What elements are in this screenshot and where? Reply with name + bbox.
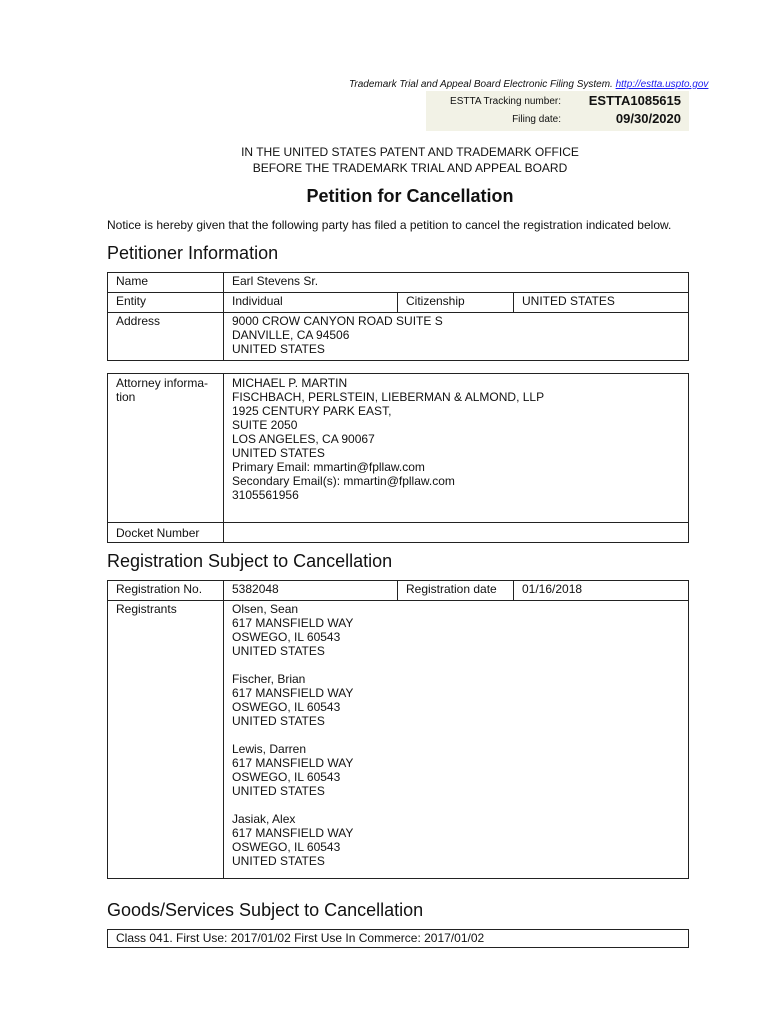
goods-heading: Goods/Services Subject to Cancellation (107, 900, 424, 920)
attorney-row (108, 374, 689, 523)
reg-date-label: Registration date (398, 581, 514, 601)
address-row (108, 313, 689, 361)
name-label: Name (108, 273, 224, 293)
address-value: 9000 CROW CANYON ROAD SUITE S DANVILLE, CA 94506 UNITED STATES (224, 313, 689, 361)
docket-value (224, 523, 689, 543)
name-value: Earl Stevens Sr. (224, 273, 689, 293)
filing-date-label: Filing date: (512, 114, 561, 125)
docket-label: Docket Number (108, 523, 224, 543)
entity-value: Individual (224, 293, 398, 313)
office-line-2: BEFORE THE TRADEMARK TRIAL AND APPEAL BOARD (252, 161, 568, 175)
registration-table (107, 580, 689, 879)
attorney-details: MICHAEL P. MARTIN FISCHBACH, PERLSTEIN, LIEBERMAN & ALMOND, LLP 1925 CENTURY PARK EAST, SUITE 2050 LOS ANGELES, CA 90067 UNITED STATES Primary Email: mmartin@fpllaw.com Secondary Email(s): mmartin@fpllaw.com 3105561956 (224, 374, 689, 523)
tracking-number: ESTTA1085615 (588, 93, 681, 108)
registration-heading: Registration Subject to Cancellation (107, 551, 393, 571)
attorney-label: Attorney informa- tion (108, 374, 224, 523)
system-text: Trademark Trial and Appeal Board Electronic Filing System. (349, 79, 616, 90)
reg-no-value: 5382048 (224, 581, 398, 601)
address-label: Address (108, 313, 224, 361)
page-title: Petition for Cancellation (306, 186, 514, 206)
tracking-box (426, 91, 689, 131)
office-line-1: IN THE UNITED STATES PATENT AND TRADEMARK OFFICE (241, 145, 579, 159)
petitioner-table (107, 272, 689, 361)
registrants-value: Olsen, Sean 617 MANSFIELD WAY OSWEGO, IL 60543 UNITED STATES Fischer, Brian 617 MANSFIELD WAY OSWEGO, IL 60543 UNITED STATES Lewis, Darren 617 MANSFIELD WAY OSWEGO, IL 60543 UNITED STATES Jasiak, Alex 617 MANSFIELD WAY OSWEGO, IL 60543 UNITED STATES (224, 601, 689, 879)
name-row (108, 273, 689, 293)
notice-text: Notice is hereby given that the following party has filed a petition to cancel the registration indicated below. (107, 218, 672, 232)
goods-text: Class 041. First Use: 2017/01/02 First Use In Commerce: 2017/01/02 (108, 930, 689, 948)
goods-row (108, 930, 689, 948)
docket-row (108, 523, 689, 543)
reg-date-value: 01/16/2018 (514, 581, 689, 601)
estta-system-line (349, 79, 708, 90)
petitioner-heading: Petitioner Information (107, 243, 279, 263)
citizenship-value: UNITED STATES (514, 293, 689, 313)
tracking-label: ESTTA Tracking number: (450, 96, 561, 107)
filing-date: 09/30/2020 (615, 111, 681, 126)
attorney-table (107, 373, 689, 543)
entity-row (108, 293, 689, 313)
reg-row (108, 581, 689, 601)
goods-table (107, 929, 689, 948)
estta-link[interactable]: http://estta.uspto.gov (615, 79, 709, 90)
reg-no-label: Registration No. (108, 581, 224, 601)
registrants-row (108, 601, 689, 879)
entity-label: Entity (108, 293, 224, 313)
citizenship-label: Citizenship (398, 293, 514, 313)
registrants-label: Registrants (108, 601, 224, 879)
